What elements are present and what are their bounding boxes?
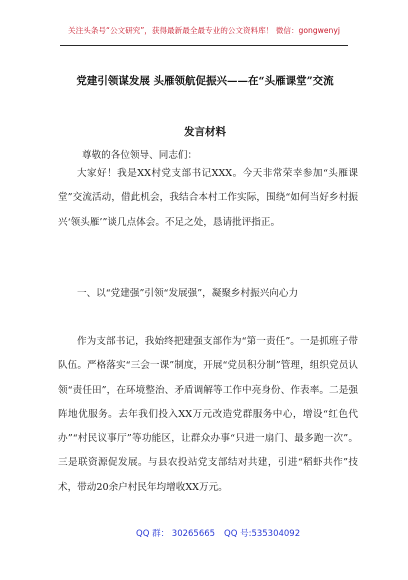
paragraph-content-text: 作为支部书记，我始终把建强支部作为“第一责任”。一是抓班子带队伍。严格落实“三会一课”制度，开展“党员积分制”管理，组织党员认领“责任田”，在环境整治、矛盾调解等工作中亮身份、作表率。二是强阵地优服务。去年我们投入XX万元改造党群服务中心，增设“红色代办”“村民议事厅”等功能区，让群众办事“只进一扇门、最多跑一次”。三是联资源促发展。与县农投站党支部结对共建，引进“稻虾共作”技术，带动20余户村民年均增收XX万元。: [58, 336, 358, 493]
body-paragraph-content: [58, 330, 358, 500]
document-title: 党建引领谋发展 头雁领航促振兴——在“头雁课堂”交流: [76, 75, 334, 87]
salutation: 尊敬的各位领导、同志们：: [82, 150, 198, 161]
paragraph-intro-text: 大家好！我是XX村党支部书记XXX。今天非常荣幸参加“头雁课堂”交流活动，借此机会，我结合本村工作实际，围绕“如何当好乡村振兴‘领头雁’”谈几点体会。不足之处，恳请批评指正。: [58, 168, 358, 228]
body-paragraph-intro: [58, 162, 358, 235]
qq-group-link[interactable]: QQ 群： 30265665: [136, 529, 216, 539]
header-divider: [60, 45, 348, 46]
header-banner[interactable]: 关注头条号“公文研究”，获得最新最全最专业的公文资料库！ 微信：gongwenyj: [68, 26, 340, 35]
footer-contact-bar: [0, 525, 408, 543]
qq-number-link[interactable]: QQ 号:535304092: [224, 529, 301, 539]
body-paragraph-heading-1: [58, 282, 358, 306]
section-heading-text: 一、以“党建强”引领“发展强”，凝聚乡村振兴向心力: [77, 288, 299, 299]
document-subtitle: 发言材料: [184, 126, 226, 138]
